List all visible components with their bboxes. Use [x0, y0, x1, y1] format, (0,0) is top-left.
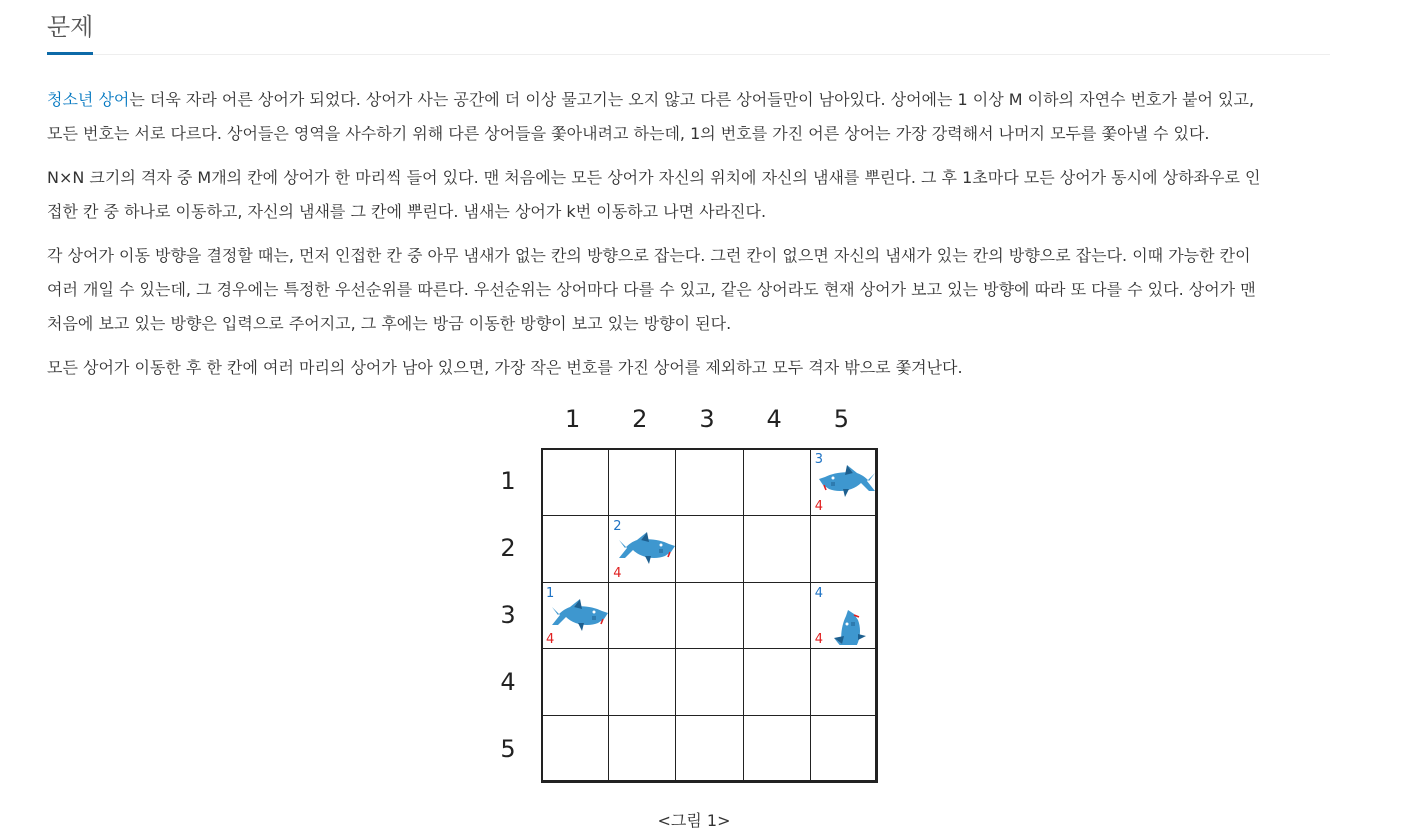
grid-cell [743, 715, 811, 783]
grid-cell [675, 715, 743, 783]
paragraph-2 [47, 161, 1337, 229]
grid-cell [810, 648, 878, 716]
grid-cell [675, 448, 743, 516]
paragraph-4 [47, 351, 1337, 385]
grid-cell [743, 582, 811, 650]
paragraph-1 [47, 83, 1337, 151]
grid-cell [743, 448, 811, 516]
paragraph-3-line-1: 각 상어가 이동 방향을 결정할 때는, 먼저 인접한 칸 중 아무 냄새가 없는 칸의 방향으로 잡는다. 그런 칸이 없으면 자신의 냄새가 있는 칸의 방향으로 잡는다. 이때 가능한 칸이 [47, 246, 1251, 265]
paragraph-2-line-1: N×N 크기의 격자 중 M개의 칸에 상어가 한 마리씩 들어 있다. 맨 처음에는 모든 상어가 자신의 위치에 자신의 냄새를 뿌린다. 그 후 1초마다 모든 상어가 동시에 상하좌우로 인 [47, 168, 1261, 187]
paragraph-3-line-2: 여러 개일 수 있는데, 그 경우에는 특정한 우선순위를 따른다. 우선순위는 상어마다 다를 수 있고, 같은 상어라도 현재 상어가 보고 있는 방향에 따라 또 다를 수 있다. 상어가 맨 [47, 280, 1256, 299]
column-label: 1 [564, 405, 581, 433]
paragraph-3-line-3: 처음에 보고 있는 방향은 입력으로 주어지고, 그 후에는 방금 이동한 방향이 보고 있는 방향이 된다. [47, 314, 732, 333]
shark-number: 4 [814, 585, 824, 601]
paragraph-4-line-1: 모든 상어가 이동한 후 한 칸에 여러 마리의 상어가 남아 있으면, 가장 작은 번호를 가진 상어를 제외하고 모두 격자 밖으로 쫓겨난다. [47, 358, 963, 377]
shark-image [819, 587, 881, 649]
row-label: 1 [500, 467, 516, 496]
grid-cell [608, 448, 676, 516]
grid-cell [608, 715, 676, 783]
grid-cell [675, 648, 743, 716]
shark-grid-figure [480, 396, 900, 796]
row-label: 5 [500, 734, 516, 763]
grid-cell [810, 715, 878, 783]
grid-cell [541, 448, 609, 516]
grid-cell [743, 515, 811, 583]
grid [541, 448, 877, 782]
shark-image [548, 597, 610, 637]
shark-icon [611, 518, 676, 583]
grid-cell [541, 648, 609, 716]
shark-number: 1 [546, 585, 555, 601]
row-label: 3 [500, 601, 516, 629]
paragraph-2-line-2: 접한 칸 중 하나로 이동하고, 자신의 냄새를 그 칸에 뿌린다. 냄새는 상어가 k번 이동하고 나면 사라진다. [47, 202, 767, 221]
shark-image [817, 463, 879, 503]
paragraph-1-line-2: 모든 번호는 서로 다르다. 상어들은 영역을 사수하기 위해 다른 상어들을 쫓아내려고 하는데, 1의 번호를 가진 어른 상어는 가장 강력해서 나머지 모두를 쫓아낼 수 있다. [47, 124, 1210, 143]
paragraph-1-line-1: 는 더욱 자라 어른 상어가 되었다. 상어가 사는 공간에 더 이상 물고기는 오지 않고 다른 상어들만이 남아있다. 상어에는 1 이상 M 이하의 자연수 번호가 붙어 있고, [129, 90, 1255, 109]
column-label: 2 [632, 405, 648, 433]
shark-icon [813, 451, 878, 516]
shark-direction: 4 [814, 498, 824, 514]
juvenile-shark-link[interactable]: 청소년 상어 [47, 90, 130, 109]
shark-direction: 4 [613, 565, 622, 581]
problem-description [47, 83, 1337, 395]
row-label: 4 [500, 667, 516, 696]
figure-caption: <그림 1> [657, 811, 731, 830]
grid-cell [608, 648, 676, 716]
grid-cell [541, 715, 609, 783]
section-header [47, 0, 1330, 55]
shark-icon [544, 585, 609, 650]
shark-direction: 4 [546, 632, 555, 648]
grid-cell [743, 648, 811, 716]
section-title: 문제 [47, 12, 93, 55]
grid-cell [608, 582, 676, 650]
shark-icon [813, 585, 878, 650]
column-label: 5 [833, 405, 850, 433]
shark-number: 2 [613, 518, 622, 534]
grid-cell [541, 515, 609, 583]
column-label: 4 [766, 405, 782, 433]
shark-number: 3 [814, 452, 824, 467]
grid-cell [675, 515, 743, 583]
paragraph-3 [47, 239, 1337, 341]
grid-cell [675, 582, 743, 650]
grid-cell [810, 515, 878, 583]
row-label: 2 [500, 534, 516, 563]
shark-direction: 4 [814, 632, 824, 648]
shark-image [615, 530, 677, 570]
column-label: 3 [699, 405, 715, 433]
